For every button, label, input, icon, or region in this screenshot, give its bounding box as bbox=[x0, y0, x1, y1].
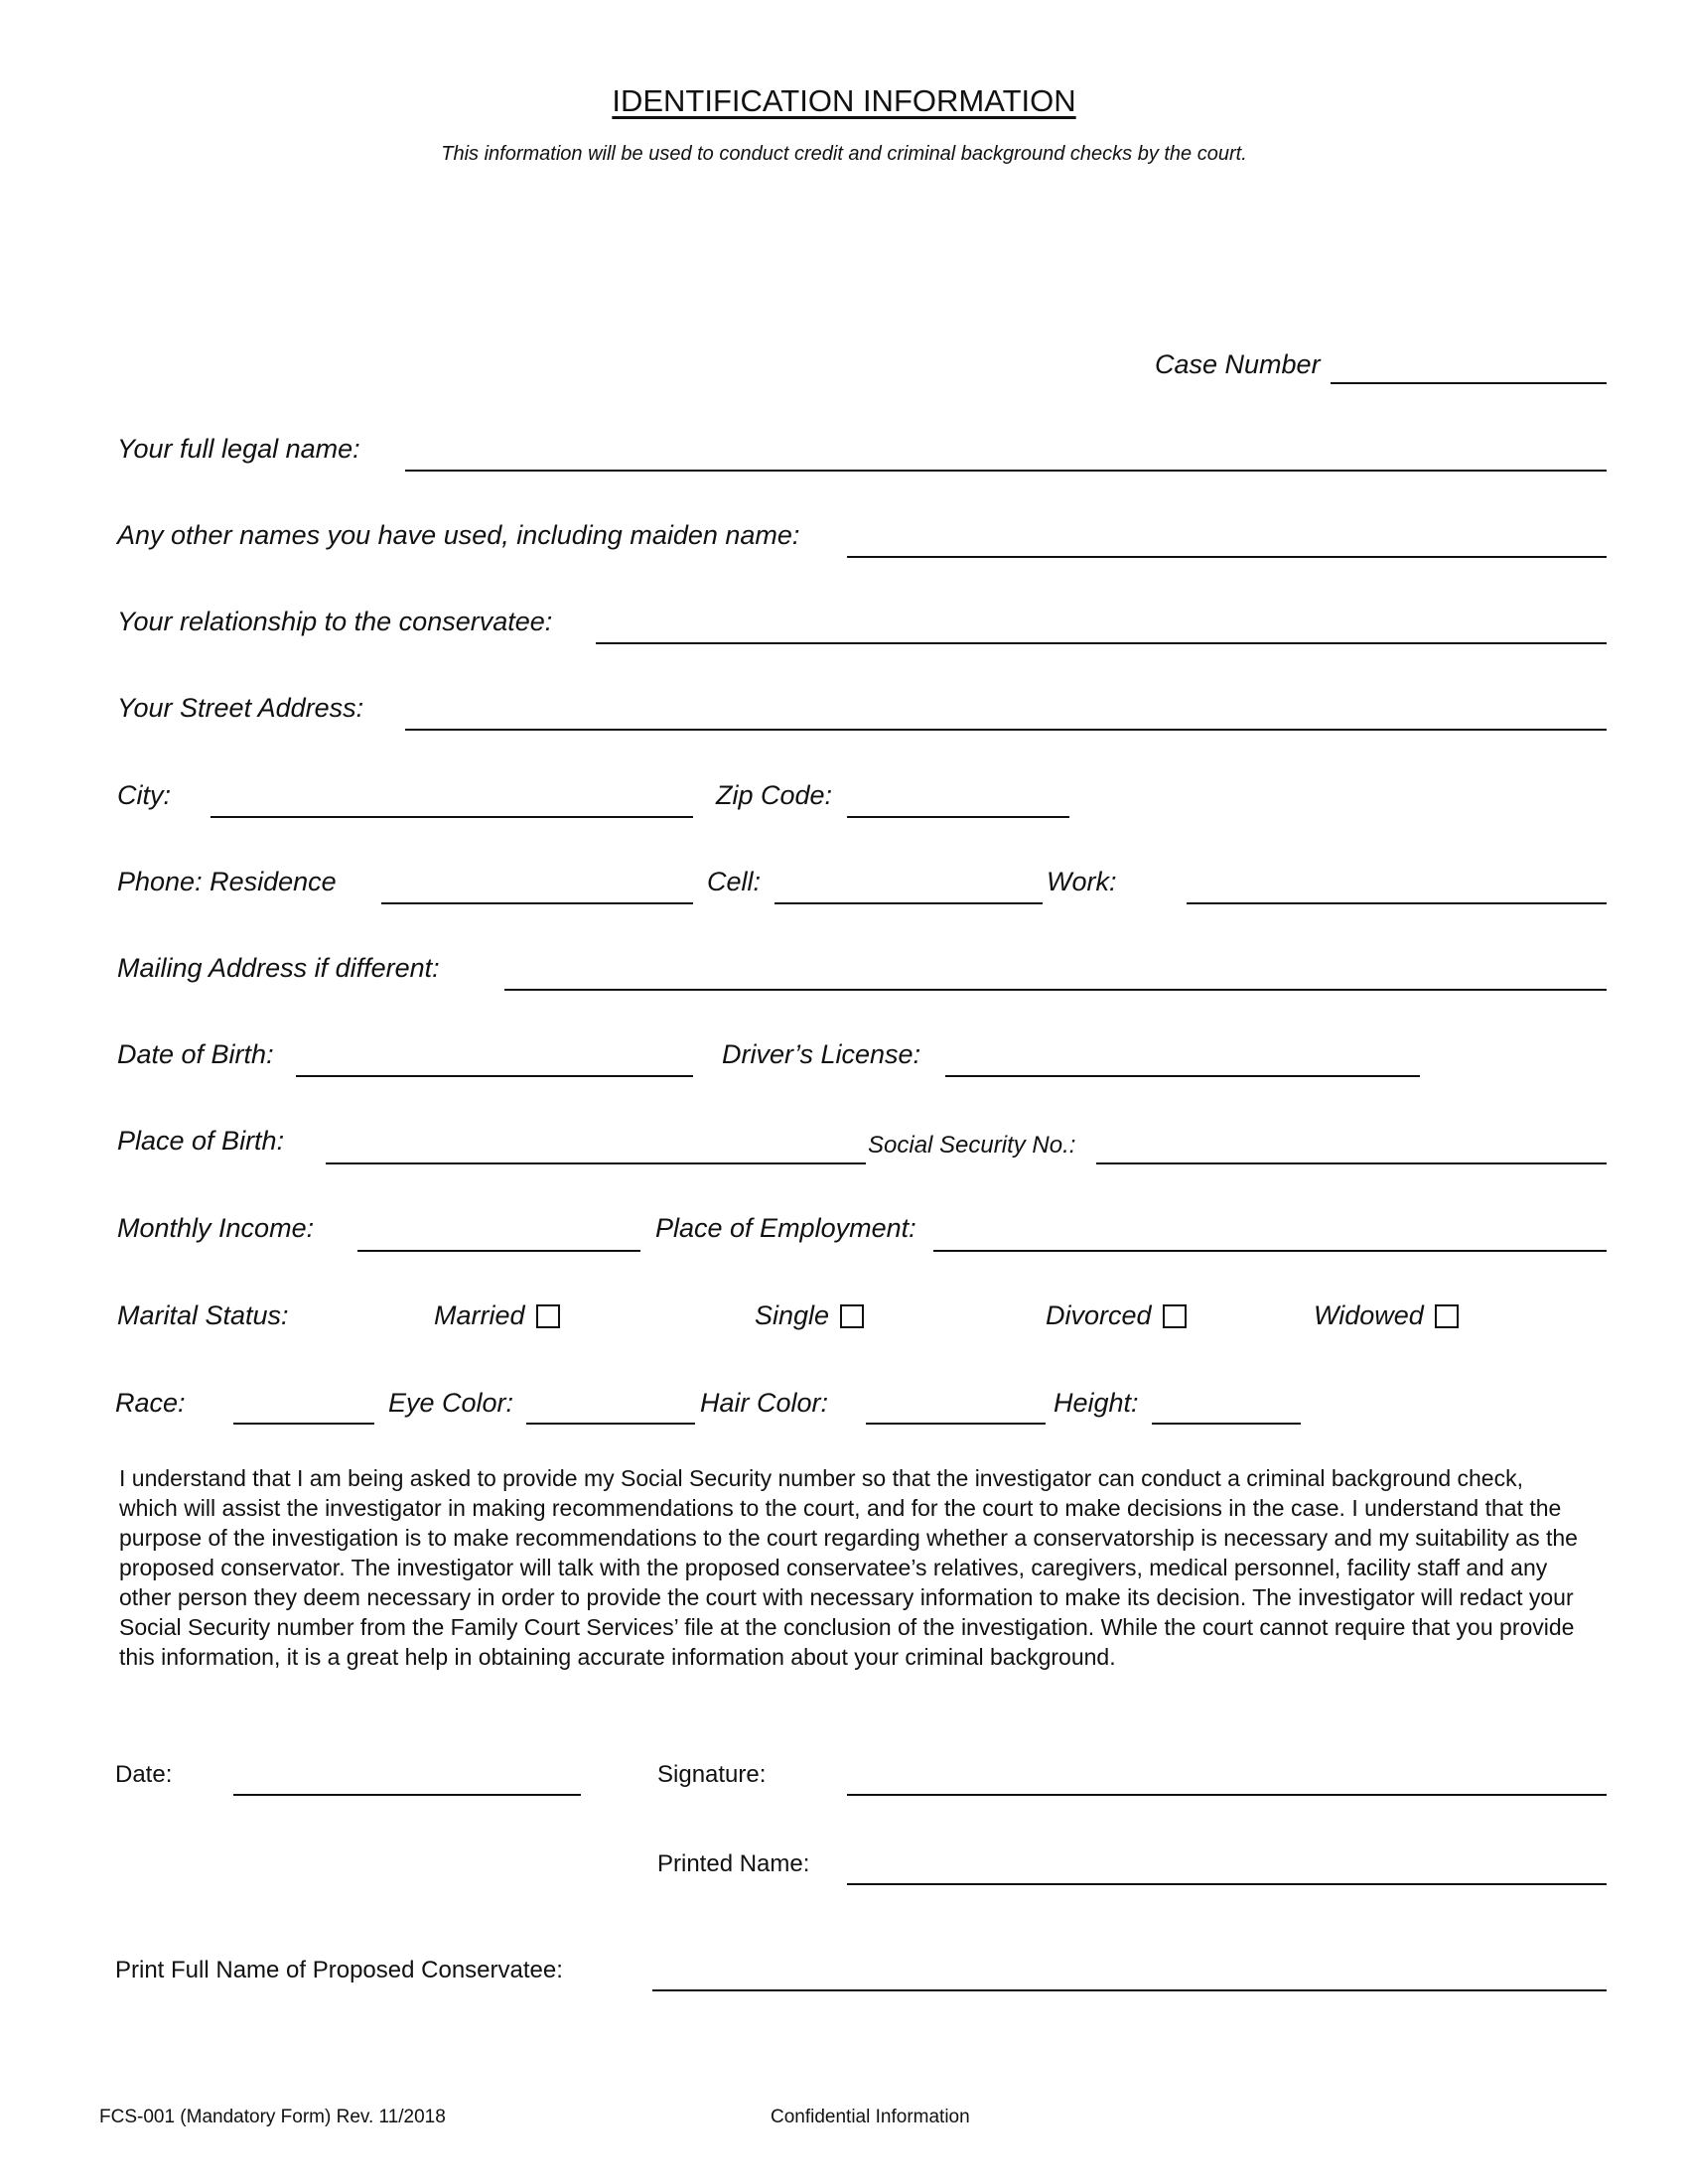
drivers-license-field[interactable] bbox=[945, 1075, 1420, 1077]
widowed-label: Widowed bbox=[1314, 1300, 1424, 1330]
form-id: FCS-001 (Mandatory Form) Rev. 11/2018 bbox=[99, 2107, 446, 2127]
marital-status-label: Marital Status: bbox=[117, 1300, 289, 1330]
signature-label: Signature: bbox=[657, 1761, 767, 1788]
divorced-checkbox[interactable] bbox=[1163, 1304, 1187, 1328]
date-label: Date: bbox=[115, 1761, 173, 1788]
widowed-checkbox[interactable] bbox=[1435, 1304, 1459, 1328]
city-field[interactable] bbox=[211, 816, 693, 818]
cell-label: Cell: bbox=[707, 867, 762, 896]
other-names-field[interactable] bbox=[847, 556, 1607, 558]
mailing-address-label: Mailing Address if different: bbox=[117, 953, 440, 983]
work-field[interactable] bbox=[1187, 902, 1607, 904]
mailing-address-field[interactable] bbox=[504, 989, 1607, 991]
ssn-field[interactable] bbox=[1096, 1162, 1607, 1164]
phone-residence-field[interactable] bbox=[381, 902, 693, 904]
height-field[interactable] bbox=[1152, 1423, 1301, 1425]
place-of-birth-label: Place of Birth: bbox=[117, 1126, 285, 1156]
hair-color-field[interactable] bbox=[866, 1423, 1046, 1425]
cell-field[interactable] bbox=[774, 902, 1043, 904]
monthly-income-label: Monthly Income: bbox=[117, 1213, 315, 1243]
printed-name-label: Printed Name: bbox=[657, 1850, 810, 1877]
full-legal-name-field[interactable] bbox=[405, 470, 1607, 472]
married-label: Married bbox=[434, 1300, 525, 1330]
place-of-employment-field[interactable] bbox=[933, 1250, 1607, 1252]
case-number-label: Case Number bbox=[1155, 349, 1321, 379]
case-number-field[interactable] bbox=[1331, 382, 1607, 384]
married-checkbox[interactable] bbox=[536, 1304, 560, 1328]
eye-color-field[interactable] bbox=[526, 1423, 695, 1425]
printed-name-field[interactable] bbox=[847, 1883, 1607, 1885]
date-field[interactable] bbox=[233, 1794, 581, 1796]
zip-code-field[interactable] bbox=[847, 816, 1069, 818]
dob-label: Date of Birth: bbox=[117, 1039, 274, 1069]
other-names-label: Any other names you have used, including maiden name: bbox=[117, 520, 800, 550]
relationship-label: Your relationship to the conservatee: bbox=[117, 607, 553, 636]
page-subtitle: This information will be used to conduct credit and criminal background checks by the court. bbox=[441, 143, 1247, 165]
dob-field[interactable] bbox=[296, 1075, 693, 1077]
conservatee-name-label: Print Full Name of Proposed Conservatee: bbox=[115, 1957, 563, 1983]
confidential-notice: Confidential Information bbox=[771, 2107, 970, 2127]
consent-statement: I understand that I am being asked to provide my Social Security number so that the investigator can conduct a criminal background check, which will assist the investigator in making recommendations to the court, and for the court to make decisions in the case. I understand that the purpose of the investigation is to make recommendations to the court regarding whether a conservatorship is necessary and my suitability as the proposed conservator. The investigator will talk with the proposed conservatee’s relatives, caregivers, medical personnel, facility staff and any other person they deem necessary in order to provide the court with necessary information to make its decision. The investigator will redact your Social Security number from the Family Court Services’ file at the conclusion of the investigation. While the court cannot require that you provide this information, it is a great help in obtaining accurate information about your criminal background. bbox=[119, 1465, 1578, 1670]
eye-color-label: Eye Color: bbox=[388, 1388, 514, 1418]
single-label: Single bbox=[755, 1300, 830, 1330]
divorced-label: Divorced bbox=[1046, 1300, 1152, 1330]
place-of-employment-label: Place of Employment: bbox=[655, 1213, 916, 1243]
drivers-license-label: Driver’s License: bbox=[722, 1039, 921, 1069]
conservatee-name-field[interactable] bbox=[652, 1989, 1607, 1991]
hair-color-label: Hair Color: bbox=[700, 1388, 829, 1418]
street-address-label: Your Street Address: bbox=[117, 693, 364, 723]
place-of-birth-field[interactable] bbox=[326, 1162, 866, 1164]
monthly-income-field[interactable] bbox=[357, 1250, 640, 1252]
single-checkbox[interactable] bbox=[840, 1304, 864, 1328]
signature-field[interactable] bbox=[847, 1794, 1607, 1796]
ssn-label: Social Security No.: bbox=[868, 1132, 1076, 1159]
relationship-field[interactable] bbox=[596, 642, 1607, 644]
work-label: Work: bbox=[1047, 867, 1117, 896]
height-label: Height: bbox=[1054, 1388, 1139, 1418]
street-address-field[interactable] bbox=[405, 729, 1607, 731]
phone-residence-label: Phone: Residence bbox=[117, 867, 337, 896]
full-legal-name-label: Your full legal name: bbox=[117, 434, 360, 464]
page-title: IDENTIFICATION INFORMATION bbox=[612, 83, 1076, 118]
race-field[interactable] bbox=[233, 1423, 374, 1425]
city-label: City: bbox=[117, 780, 171, 810]
race-label: Race: bbox=[115, 1388, 186, 1418]
zip-code-label: Zip Code: bbox=[716, 780, 833, 810]
